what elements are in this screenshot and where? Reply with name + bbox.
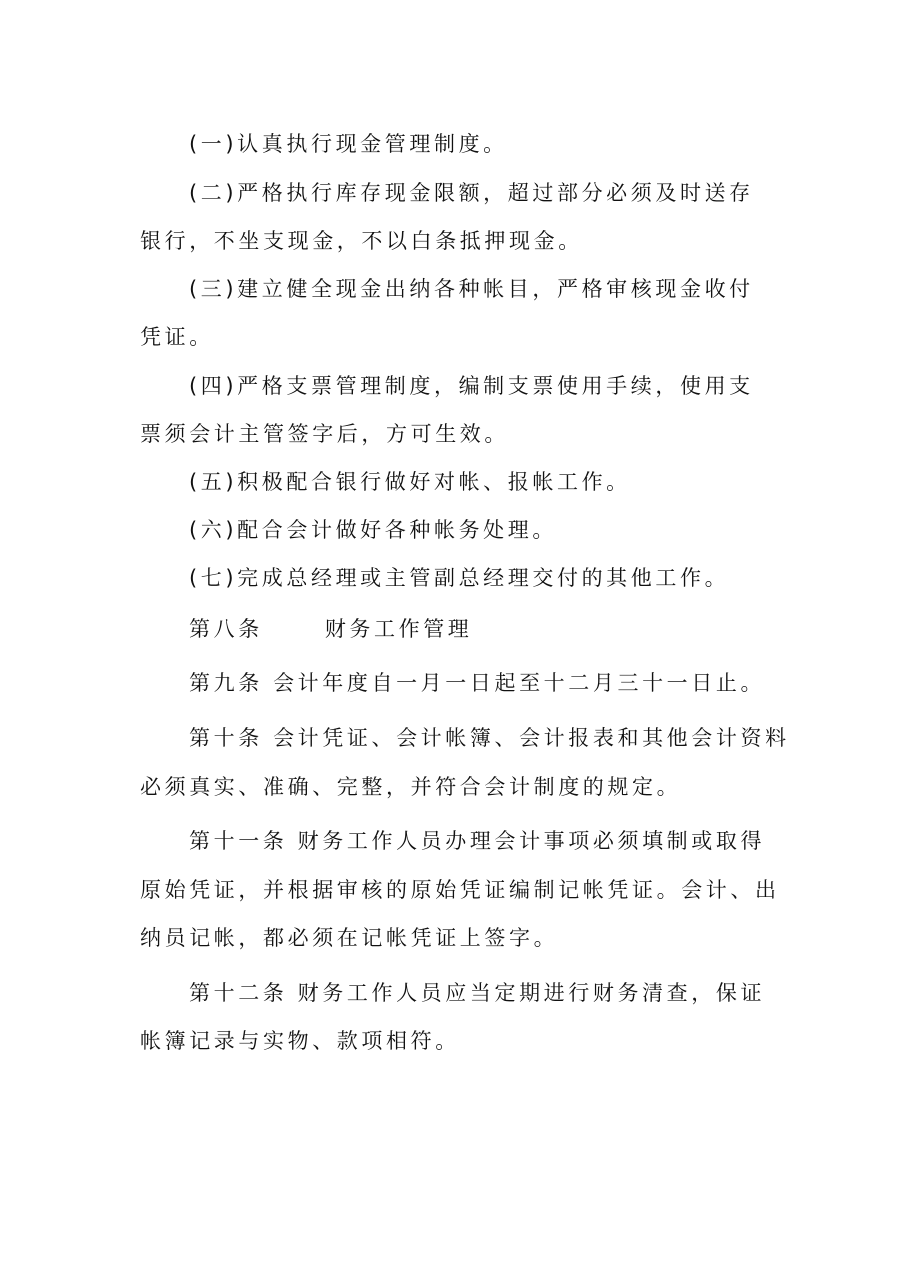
article-heading	[189, 614, 829, 644]
article-heading-number: 第八条	[189, 617, 263, 641]
text-line: (四)严格支票管理制度，编制支票使用手续，使用支	[189, 374, 754, 398]
text-line: (三)建立健全现金出纳各种帐目，严格审核现金收付	[189, 277, 754, 301]
text-line: 必须真实、准确、完整，并符合会计制度的规定。	[140, 775, 682, 799]
text-line: 银行，不坐支现金，不以白条抵押现金。	[140, 229, 583, 253]
text-line: (二)严格执行库存现金限额，超过部分必须及时送存	[189, 181, 754, 205]
text-line: (六)配合会计做好各种帐务处理。	[189, 518, 557, 542]
text-line: 票须会计主管签字后，方可生效。	[140, 422, 509, 446]
text-line: (五)积极配合银行做好对帐、报帐工作。	[189, 470, 631, 494]
text-line: (一)认真执行现金管理制度。	[189, 132, 508, 156]
text-line: 帐簿记录与实物、款项相符。	[140, 1029, 460, 1053]
text-line: 第十一条 财务工作人员办理会计事项必须填制或取得	[189, 829, 766, 853]
text-line: 纳员记帐，都必须在记帐凭证上签字。	[140, 926, 559, 950]
text-line: 原始凭证，并根据审核的原始凭证编制记帐凭证。会计、出	[140, 878, 780, 902]
text-line: 凭证。	[140, 325, 214, 349]
text-line: 第九条 会计年度自一月一日起至十二月三十一日止。	[189, 671, 766, 695]
text-line: 第十条 会计凭证、会计帐簿、会计报表和其他会计资料	[189, 726, 790, 750]
text-line: 第十二条 财务工作人员应当定期进行财务清查，保证	[189, 981, 766, 1005]
text-line: (七)完成总经理或主管副总经理交付的其他工作。	[189, 566, 730, 590]
article-heading-title: 财务工作管理	[324, 617, 473, 641]
